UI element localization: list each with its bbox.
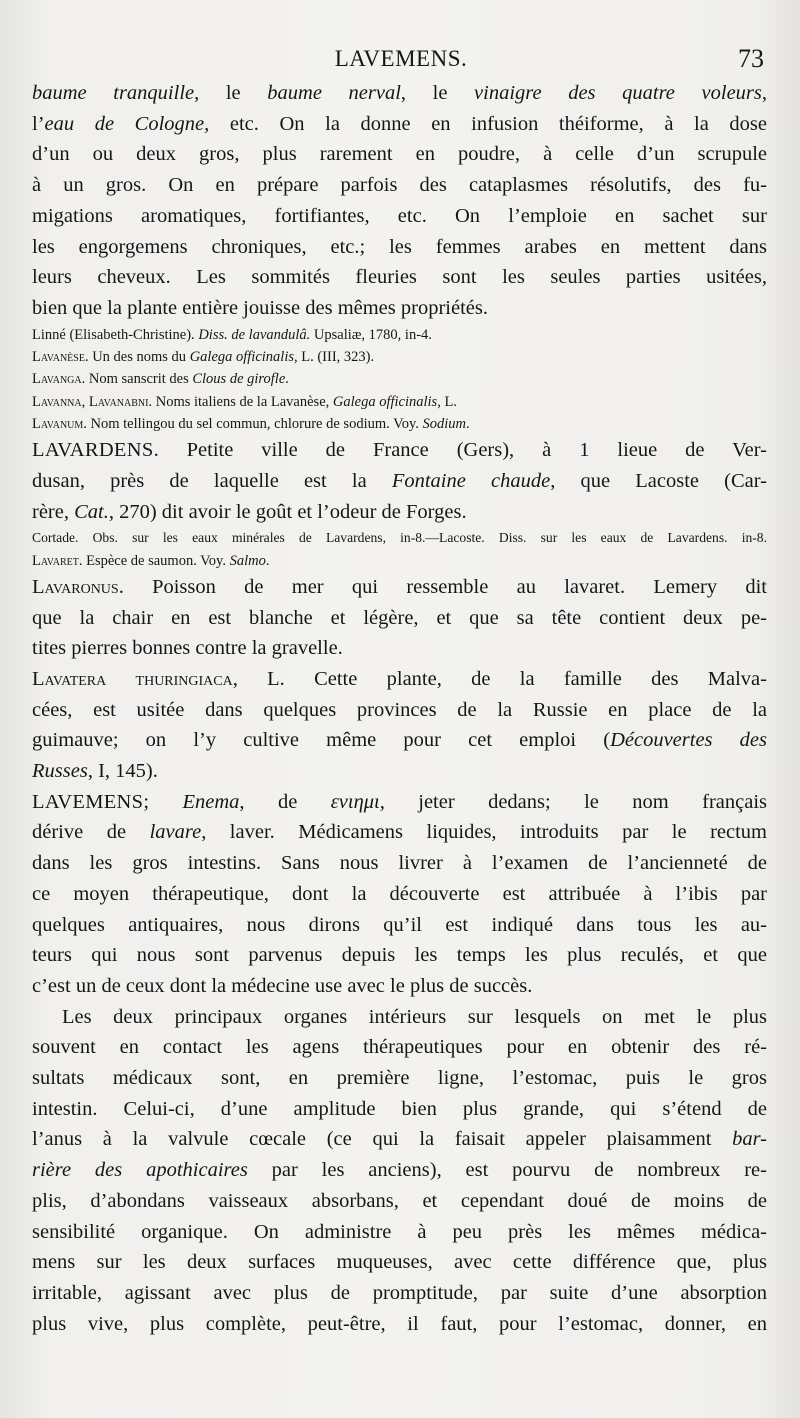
headword: Lavanna [32, 393, 82, 410]
text-line: tites pierres bonnes contre la gravelle. [32, 637, 343, 660]
dictionary-entry: Lavatera thuringiaca, L. Cette plante, de la famille des Malva- [32, 667, 767, 690]
text-line: sensibilité organique. On administre à peu près les mêmes médica- [32, 1220, 767, 1243]
text-line: que la chair en est blanche et légère, et que sa tête contient deux pe- [32, 606, 767, 629]
headword: Lavanga [32, 371, 82, 388]
text-line: guimauve; on l’y cultive même pour cet emploi (Découvertes des [32, 729, 767, 752]
text-line: dans les gros intestins. Sans nous livrer à l’examen de l’ancienneté de [32, 852, 767, 875]
text-line: l’anus à la valvule cœcale (ce qui la faisait appeler plaisamment bar- [32, 1128, 767, 1151]
text-line: quelques antiquaires, nous dirons qu’il est indiqué dans tous les au- [32, 913, 767, 936]
text-line: leurs cheveux. Les sommités fleuries sont les seules parties usitées, [32, 266, 767, 289]
text-line: intestin. Celui-ci, d’une amplitude bien plus grande, qui s’étend de [32, 1097, 767, 1120]
headword: Lavaronus [32, 575, 119, 598]
dictionary-entry: Lavanèse. Un des noms du Galega officinalis, L. (III, 323). [32, 348, 375, 365]
dictionary-entry: LAVARDENS. Petite ville de France (Gers), à 1 lieue de Ver- [32, 439, 767, 462]
page-number: 73 [738, 44, 764, 73]
text-line: baume tranquille, le baume nerval, le vinaigre des quatre voleurs, [32, 82, 767, 104]
text-line: souvent en contact les agens thérapeutiques pour en obtenir des ré- [32, 1036, 767, 1059]
dictionary-entry: Lavaret. Espèce de saumon. Voy. Salmo. [32, 552, 270, 569]
text-line: dusan, près de laquelle est la Fontaine chaude, que Lacoste (Car- [32, 469, 767, 492]
page-body [32, 78, 767, 1339]
dictionary-entry: Lavanna, Lavanabni. Noms italiens de la Lavanèse, Galega officinalis, L. [32, 393, 457, 410]
dictionary-entry: LAVEMENS; Enema, de ενιημι, jeter dedans; le nom français [32, 790, 767, 813]
text-line: mens sur les deux surfaces muqueuses, avec cette différence que, plus [32, 1251, 767, 1274]
headword: Lavanabni [88, 393, 149, 410]
text-line: Les deux principaux organes intérieurs sur lesquels on met le plus [62, 1005, 767, 1028]
headword: Lavaret [32, 552, 79, 569]
text-line: bien que la plante entière jouisse des mêmes propriétés. [32, 296, 488, 319]
text-line: rière des apothicaires par les anciens), est pourvu de nombreux re- [32, 1159, 767, 1182]
text-line: sultats médicaux sont, en première ligne, l’estomac, puis le gros [32, 1067, 767, 1090]
text-line: à un gros. On en prépare parfois des cataplasmes résolutifs, des fu- [32, 174, 767, 197]
text-line: Russes, I, 145). [32, 760, 158, 783]
text-line: teurs qui nous sont parvenus depuis les temps les plus reculés, et que [32, 944, 767, 967]
text-line: dérive de lavare, laver. Médicamens liquides, introduits par le rectum [32, 821, 767, 844]
bibliography-line: Linné (Elisabeth-Christine). Diss. de lavandulâ. Upsaliæ, 1780, in-4. [32, 326, 432, 343]
headword: LAVARDENS [32, 439, 154, 462]
headword: Lavanum [32, 415, 84, 432]
text-line: cées, est usitée dans quelques provinces de la Russie en place de la [32, 698, 767, 721]
text-line: d’un ou deux gros, plus rarement en poudre, à celle d’un scrupule [32, 143, 767, 166]
text-line: les engorgemens chroniques, etc.; les femmes arabes en mettent dans [32, 235, 767, 258]
text-line: c’est un de ceux dont la médecine use avec le plus de succès. [32, 974, 533, 997]
text-line: ce moyen thérapeutique, dont la découverte est attribuée à l’ibis par [32, 882, 767, 905]
headword: LAVEMENS [32, 790, 144, 813]
text-line: l’eau de Cologne, etc. On la donne en infusion théiforme, à la dose [32, 112, 767, 135]
dictionary-entry: Lavanga. Nom sanscrit des Clous de girofle. [32, 371, 289, 388]
dictionary-entry: Lavanum. Nom tellingou du sel commun, chlorure de sodium. Voy. Sodium. [32, 415, 470, 432]
headword: Lavatera thuringiaca [32, 667, 233, 690]
bibliography-line: Cortade. Obs. sur les eaux minérales de Lavardens, in-8.—Lacoste. Diss. sur les eaux de Lavardens. in-8. [32, 530, 767, 546]
text-line: migations aromatiques, fortifiantes, etc. On l’emploie en sachet sur [32, 204, 767, 227]
page-header [32, 44, 770, 78]
text-line: irritable, agissant avec plus de promptitude, par suite d’une absorption [32, 1281, 767, 1304]
text-line: plus vive, plus complète, peut-être, il faut, pour l’estomac, donner, en [32, 1312, 767, 1335]
headword: Lavanèse [32, 348, 85, 365]
text-line: rère, Cat., 270) dit avoir le goût et l’odeur de Forges. [32, 500, 467, 523]
text-line: plis, d’abondans vaisseaux absorbans, et cependant doué de moins de [32, 1189, 767, 1212]
dictionary-entry: Lavaronus. Poisson de mer qui ressemble au lavaret. Lemery dit [32, 575, 767, 598]
running-head: LAVEMENS. [334, 46, 468, 71]
